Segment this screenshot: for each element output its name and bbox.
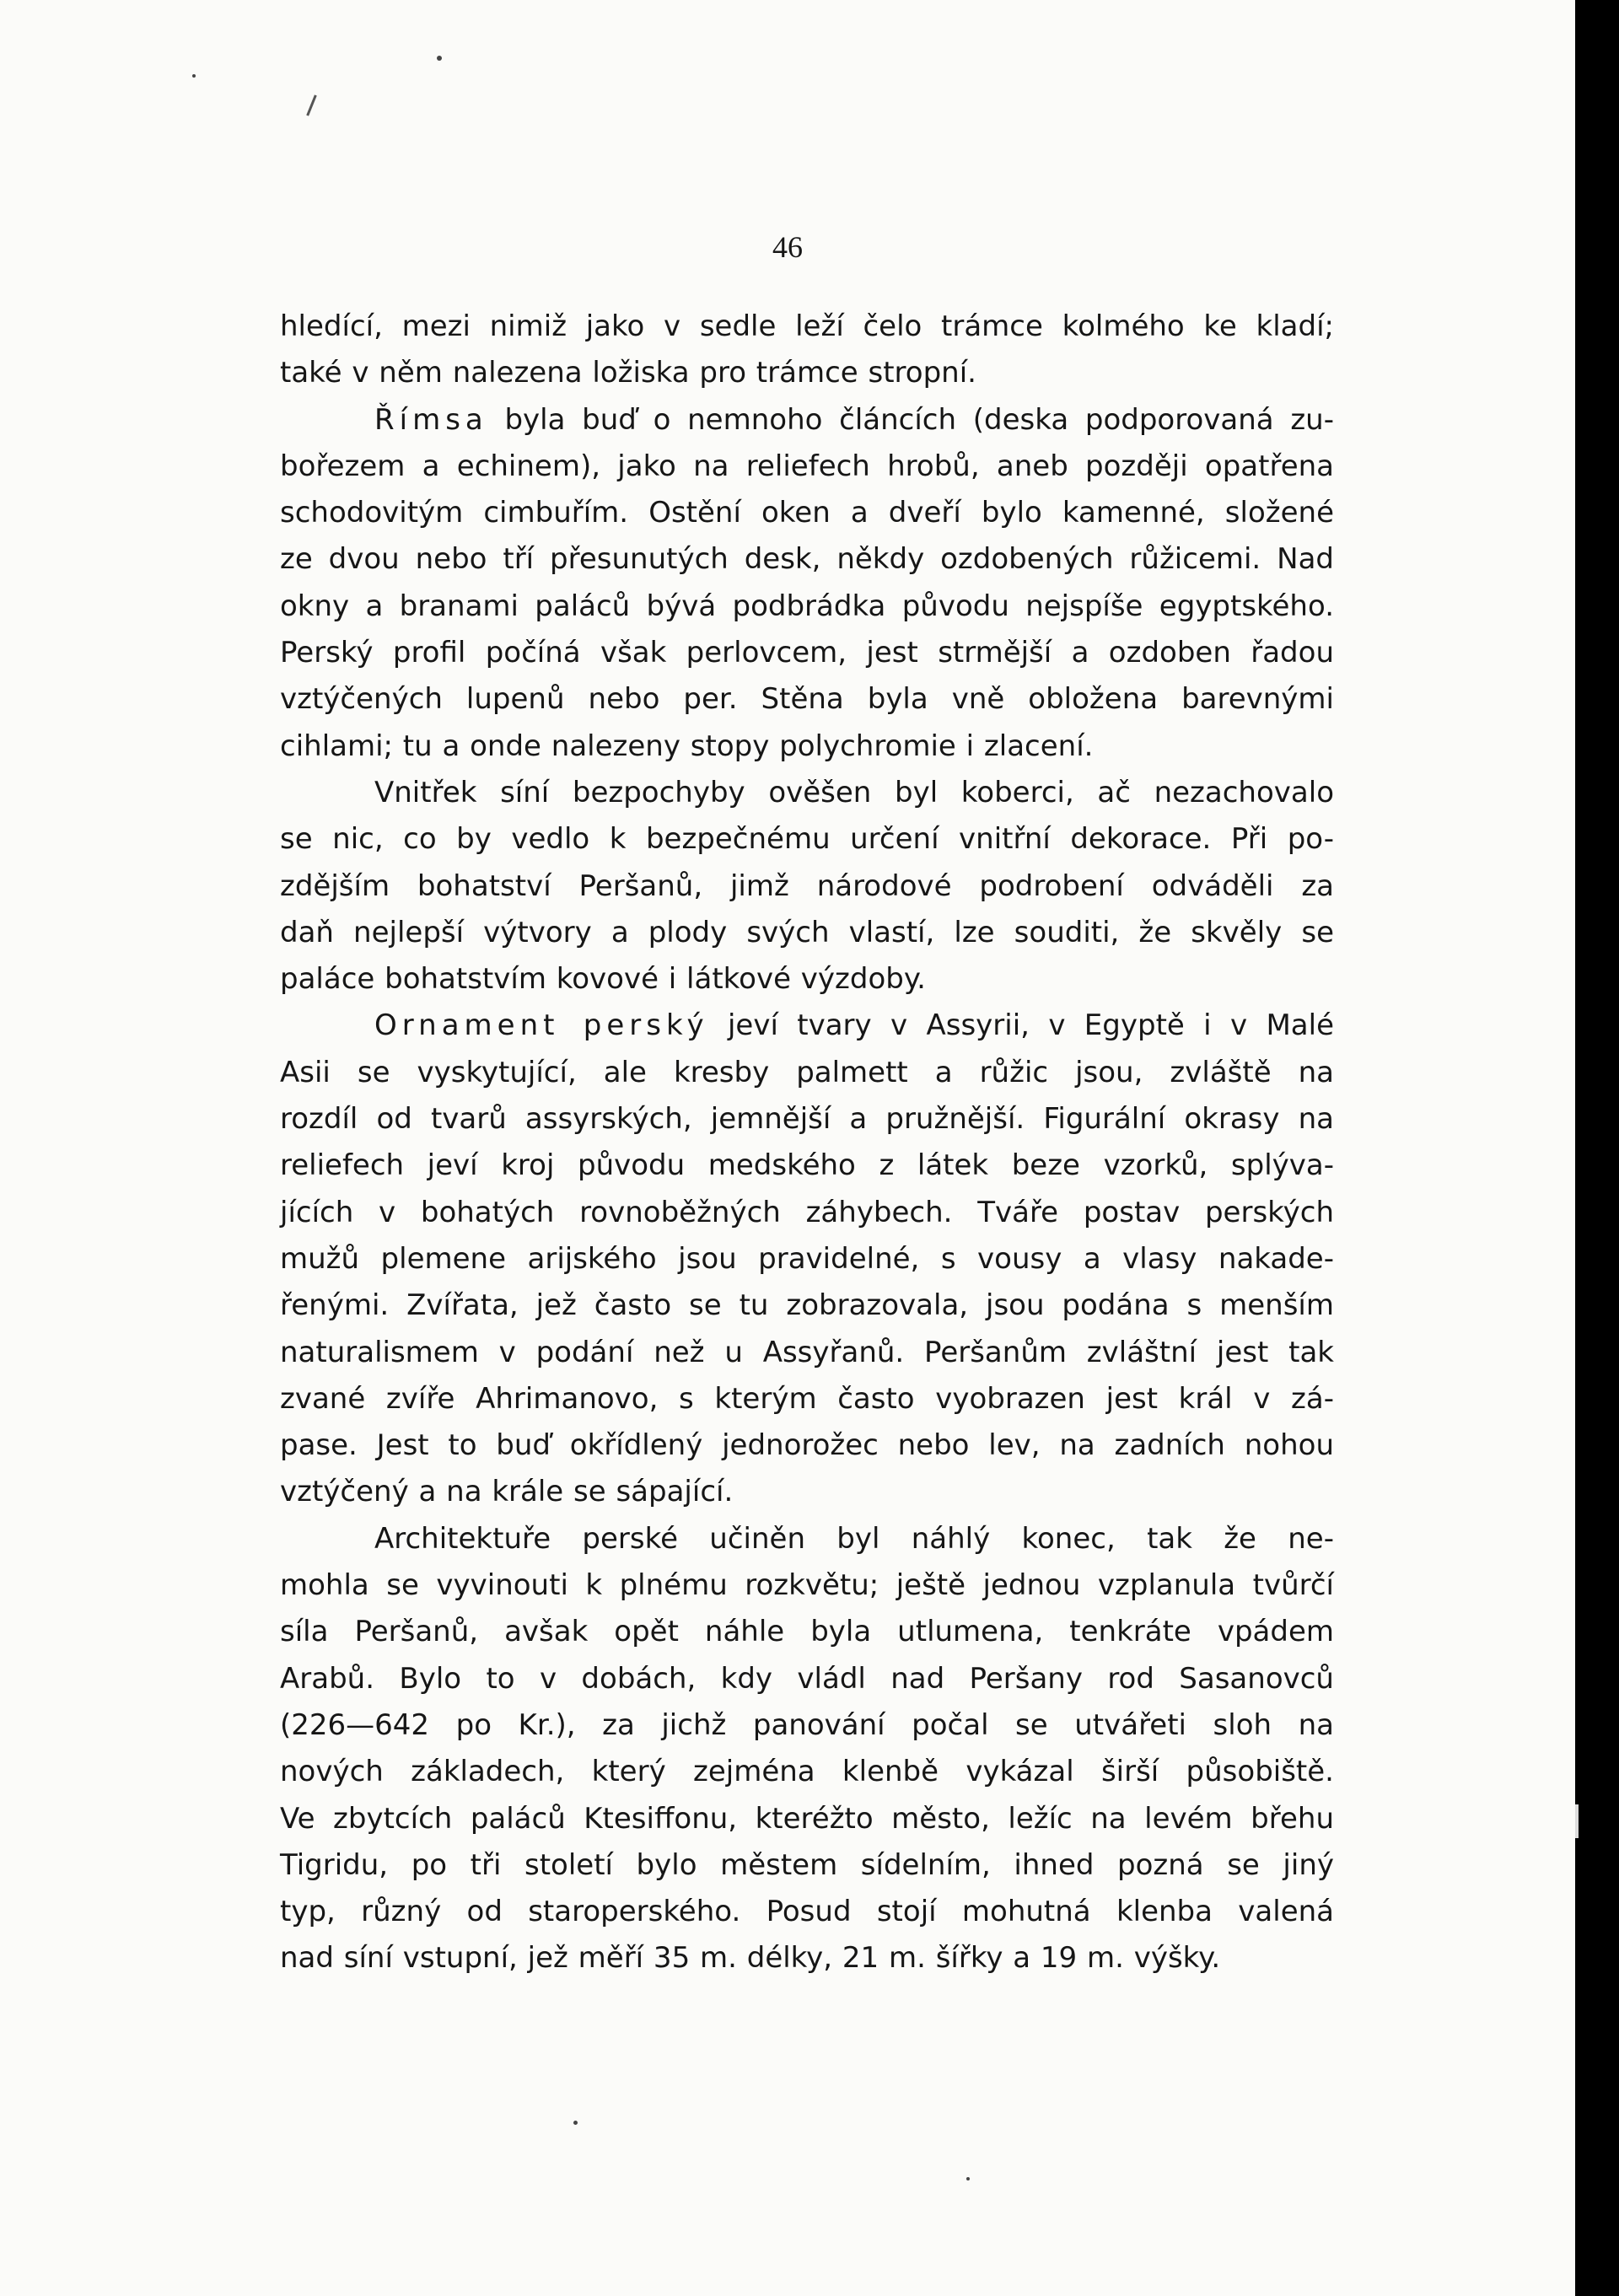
line-text: Asii se vyskytující, ale kresby palmett a růžic jsou, zvláště na <box>280 1055 1334 1089</box>
line-text: typ, různý od staroperského. Posud stojí mohutná klenba valená <box>280 1895 1334 1929</box>
text-line <box>280 583 1334 630</box>
line-text: zdějším bohatství Peršanů, jimž národové podrobení odváděli za <box>280 868 1334 903</box>
dust-speck <box>573 2121 578 2125</box>
text-line <box>280 304 1334 350</box>
line-text: naturalismem v podání než u Assyřanů. Peršanům zvláštní jest tak <box>280 1335 1334 1369</box>
line-text: byla buď o nemnoho článcích (deska podporovaná zu- <box>487 402 1334 437</box>
line-text: řenými. Zvířata, jež často se tu zobrazovala, jsou podána s menším <box>280 1288 1334 1323</box>
text-line <box>280 1796 1334 1842</box>
text-line <box>280 1469 1334 1515</box>
ink-mark <box>306 94 317 116</box>
line-text: pase. Jest to buď okřídlený jednorožec nebo lev, na zadních nohou <box>280 1428 1334 1463</box>
line-text: cihlami; tu a onde nalezeny stopy polychromie i zlacení. <box>280 729 1094 763</box>
text-line <box>280 1282 1334 1329</box>
text-line <box>280 910 1334 956</box>
text-line <box>280 1236 1334 1282</box>
line-text: nových základech, který zejména klenbě vykázal širší působiště. <box>280 1755 1334 1789</box>
text-line <box>280 1842 1334 1889</box>
line-text: schodovitým cimbuřím. Ostění oken a dveří bylo kamenné, složené <box>280 496 1334 530</box>
paragraph <box>280 1516 1334 1982</box>
line-text: Ve zbytcích paláců Ktesiffonu, kteréžto město, ležíc na levém břehu <box>280 1801 1334 1836</box>
text-line <box>280 1050 1334 1096</box>
text-line <box>280 1096 1334 1143</box>
text-line <box>280 723 1334 770</box>
line-text: mohla se vyvinouti k plnému rozkvětu; ještě jednou vzplanula tvůrčí <box>280 1568 1334 1603</box>
text-line <box>280 816 1334 863</box>
text-line <box>280 1609 1334 1655</box>
text-line <box>280 1656 1334 1702</box>
text-line <box>280 490 1334 536</box>
emphasized-term: Ornament perský <box>374 1008 709 1043</box>
text-line <box>280 1422 1334 1469</box>
line-text: Arabů. Bylo to v dobách, kdy vládl nad Peršany rod Sasanovců <box>280 1661 1334 1696</box>
text-line <box>280 956 1334 1003</box>
text-line <box>280 1376 1334 1422</box>
line-text: mužů plemene arijského jsou pravidelné, s vousy a vlasy nakade- <box>280 1241 1334 1276</box>
line-text: okny a branami paláců bývá podbrádka původu nejspíše egyptského. <box>280 589 1334 623</box>
emphasized-term: Římsa <box>374 402 488 437</box>
body-text <box>280 304 1334 1982</box>
text-line <box>280 1562 1334 1609</box>
line-text: se nic, co by vedlo k bezpečnému určení vnitřní dekorace. Při po- <box>280 822 1334 857</box>
line-text: Architektuře perské učiněn byl náhlý konec, tak že ne- <box>374 1521 1334 1556</box>
text-line <box>280 1330 1334 1376</box>
line-text: jeví tvary v Assyrii, v Egyptě i v Malé <box>708 1008 1335 1043</box>
line-text: reliefech jeví kroj původu medského z látek beze vzorků, splýva- <box>280 1148 1334 1183</box>
scan-border <box>1575 0 1619 2296</box>
text-line <box>280 630 1334 676</box>
dust-speck <box>966 2177 970 2180</box>
text-line <box>280 770 1334 816</box>
line-text: rozdíl od tvarů assyrských, jemnější a pružnější. Figurální okrasy na <box>280 1102 1334 1137</box>
text-line <box>280 350 1334 396</box>
text-line <box>280 536 1334 583</box>
line-text: nad síní vstupní, jež měří 35 m. délky, 21 m. šířky a 19 m. výšky. <box>280 1941 1221 1976</box>
line-text: také v něm nalezena ložiska pro trámce stropní. <box>280 356 976 390</box>
line-text: vztýčených lupenů nebo per. Stěna byla vně obložena barevnými <box>280 682 1334 717</box>
paragraph <box>280 770 1334 1003</box>
line-text: ze dvou nebo tří přesunutých desk, někdy ozdobených růžicemi. Nad <box>280 542 1334 577</box>
line-text: Vnitřek síní bezpochyby ověšen byl koberci, ač nezachovalo <box>374 775 1334 809</box>
text-line <box>280 863 1334 910</box>
dust-speck <box>437 56 442 61</box>
text-line <box>280 1935 1334 1981</box>
text-line <box>280 1749 1334 1795</box>
line-text: paláce bohatstvím kovové i látkové výzdoby. <box>280 962 926 997</box>
page-number: 46 <box>772 230 803 264</box>
paragraph <box>280 397 1334 770</box>
scan-edge-mark <box>1575 1804 1579 1838</box>
line-text: bořezem a echinem), jako na reliefech hrobů, aneb později opatřena <box>280 449 1334 483</box>
text-line <box>280 444 1334 490</box>
text-line <box>280 676 1334 723</box>
paragraph <box>280 304 1334 397</box>
line-text: Tigridu, po tři století bylo městem sídelním, ihned pozná se jiný <box>280 1847 1334 1882</box>
line-text: zvané zvíře Ahrimanovo, s kterým často vyobrazen jest král v zá- <box>280 1381 1334 1416</box>
text-line <box>280 397 1334 444</box>
text-line <box>280 1702 1334 1749</box>
text-line <box>280 1003 1334 1049</box>
line-text: daň nejlepší výtvory a plody svých vlastí, lze souditi, že skvěly se <box>280 915 1334 949</box>
paragraph <box>280 1003 1334 1515</box>
line-text: hledící, mezi nimiž jako v sedle leží čelo trámce kolmého ke kladí; <box>280 309 1334 343</box>
text-line <box>280 1889 1334 1935</box>
dust-speck <box>192 74 196 78</box>
line-text: vztýčený a na krále se sápající. <box>280 1475 734 1509</box>
line-text: Perský profil počíná však perlovcem, jest strmější a ozdoben řadou <box>280 636 1334 670</box>
text-line <box>280 1516 1334 1562</box>
line-text: síla Peršanů, avšak opět náhle byla utlumena, tenkráte vpádem <box>280 1615 1334 1649</box>
line-text: jících v bohatých rovnoběžných záhybech. Tváře postav perských <box>280 1195 1334 1229</box>
line-text: (226—642 po Kr.), za jichž panování počal se utvářeti sloh na <box>280 1707 1334 1742</box>
text-line <box>280 1190 1334 1236</box>
text-line <box>280 1143 1334 1189</box>
